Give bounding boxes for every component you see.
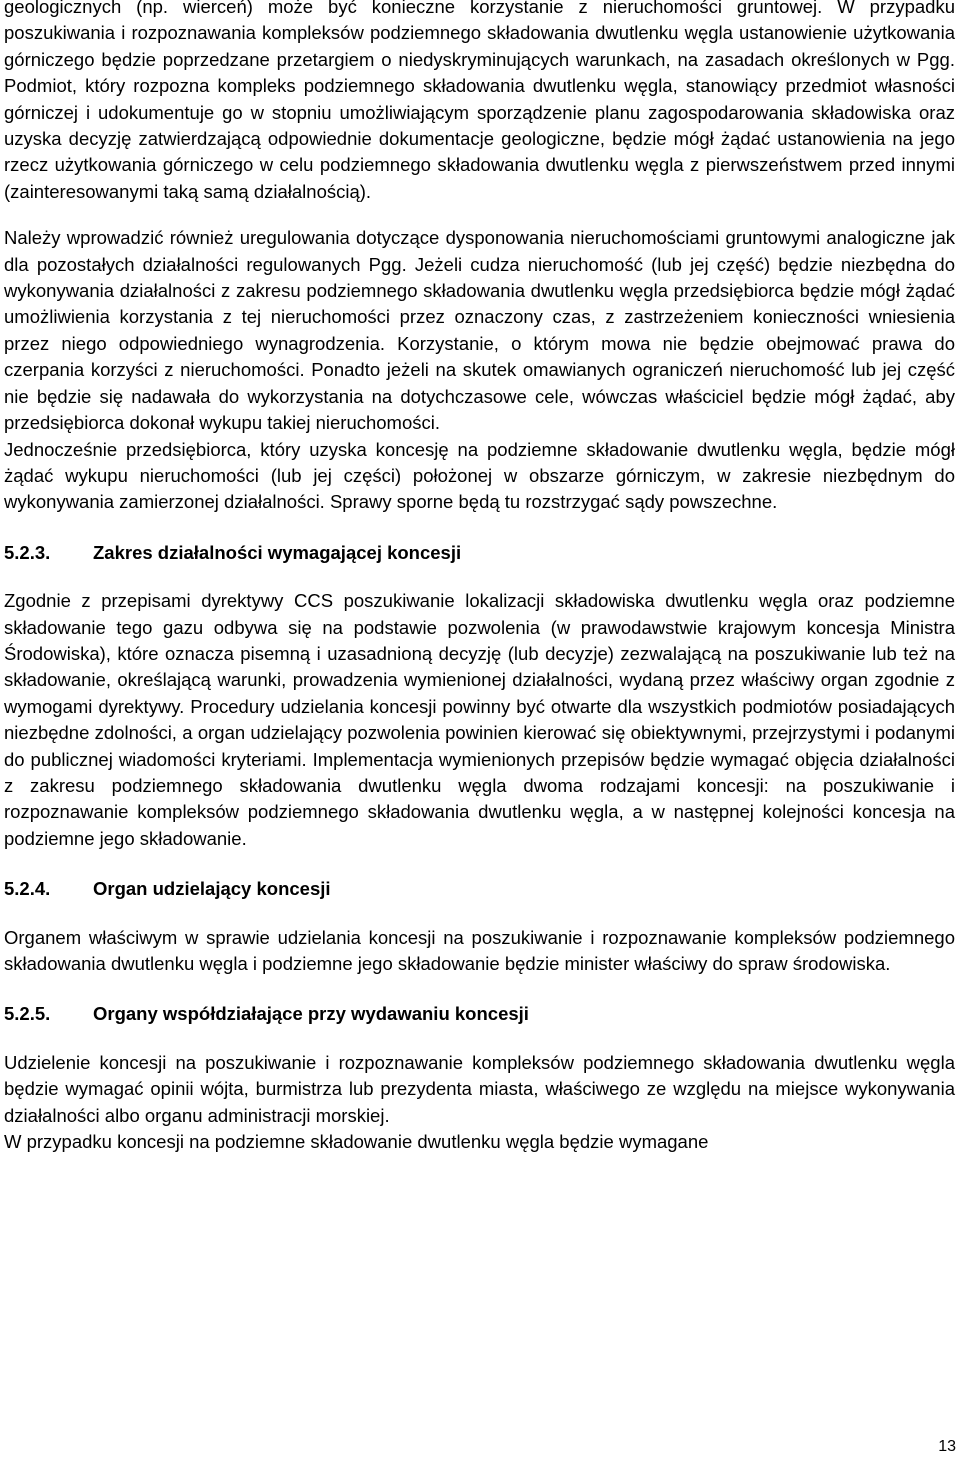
paragraph-5: Organem właściwym w sprawie udzielania koncesji na poszukiwanie i rozpoznawanie kompleksów podziemnego składowania dwutlenku węgla i podziemne jego składowanie będzie minister właściwy do spraw środowiska. [4,926,955,974]
section-title: Organ udzielający koncesji [93,878,331,900]
section-title: Organy współdziałające przy wydawaniu koncesji [93,1003,529,1025]
section-number: 5.2.5. [4,1003,51,1025]
paragraph-3: Jednocześnie przedsiębiorca, który uzyska koncesję na podziemne składowanie dwutlenku węgla, będzie mógł żądać wykupu nieruchomości (lub jej części) położonej w obszarze górniczym, w zakresie niezbędnym do wykonywania zamierzonej działalności. Sprawy sporne będą tu rozstrzygać sądy powszechne. [4,438,955,513]
paragraph-2: Należy wprowadzić również uregulowania dotyczące dysponowania nieruchomościami gruntowymi analogiczne jak dla pozostałych działalności regulowanych Pgg. Jeżeli cudza nieruchomość (lub jej część) będzie niezbędna do wykonywania działalności z zakresu podziemnego składowania dwutlenku węgla przedsiębiorca będzie mógł żądać umożliwienia korzystania z tej nieruchomości przez oznaczony czas, z zastrzeżeniem konieczności wniesienia przez niego odpowiedniego wynagrodzenia. Korzystanie, o którym mowa nie będzie obejmować prawa do czerpania korzyści z nieruchomości. Ponadto jeżeli na skutek omawianych ograniczeń nieruchomość lub jej część nie będzie się nadawała do wykorzystania na dotychczasowe cele, wówczas właściciel będzie mógł żądać, aby przedsiębiorca dokonał wykupu takiej nieruchomości. [4,227,955,434]
section-heading-5-2-3 [4,540,955,566]
section-heading-5-2-4 [4,876,955,902]
paragraph-7: W przypadku koncesji na podziemne składowanie dwutlenku węgla będzie wymagane [4,1131,709,1153]
section-number: 5.2.3. [4,541,51,563]
page-number: 13 [938,1438,956,1455]
section-heading-5-2-5 [4,1001,955,1027]
document-page [4,0,955,1155]
paragraph-6: Udzielenie koncesji na poszukiwanie i rozpoznawanie kompleksów podziemnego składowania dwutlenku węgla będzie wymagać opinii wójta, burmistrza lub prezydenta miasta, właściwego ze względu na miejsce wykonywania działalności albo organu administracji morskiej. [4,1051,955,1126]
paragraph-1: geologicznych (np. wierceń) może być konieczne korzystanie z nieruchomości gruntowej. W przypadku poszukiwania i rozpoznawania kompleksów podziemnego składowania dwutlenku węgla ustanowienie użytkowania górniczego będzie poprzedzane przetargiem o niedyskryminujących warunkach, na zasadach określonych w Pgg. Podmiot, który rozpozna kompleks podziemnego składowania dwutlenku węgla, stanowiący przedmiot własności górniczej i udokumentuje go w stopniu umożliwiającym sporządzenie planu zagospodarowania składowiska oraz uzyska decyzję zatwierdzającą odpowiednie dokumentacje geologiczne, będzie mógł żądać ustanowienia na jego rzecz użytkowania górniczego w celu podziemnego składowania dwutlenku węgla z pierwszeństwem przed innymi (zainteresowanymi taką samą działalnością). [4,0,955,202]
paragraph-4: Zgodnie z przepisami dyrektywy CCS poszukiwanie lokalizacji składowiska dwutlenku węgla oraz podziemne składowanie tego gazu odbywa się na podstawie pozwolenia (w prawodawstwie krajowym koncesja Ministra Środowiska), które oznacza pisemną i uzasadnioną decyzję (lub decyzje) zezwalającą na poszukiwanie lub też na składowanie, określającą warunki, prowadzenia wymienionej działalności, wydaną przez właściwy organ zgodnie z wymogami dyrektywy. Procedury udzielania koncesji powinny być otwarte dla wszystkich podmiotów posiadających niezbędne zdolności, a organ udzielający pozwolenia powinien kierować się obiektywnymi, przejrzystymi i podanymi do publicznej wiadomości kryteriami. Implementacja wymienionych przepisów będzie wymagać objęcia działalności z zakresu podziemnego składowania dwutlenku węgla dwoma rodzajami koncesji: na poszukiwanie i rozpoznawanie kompleksów podziemnego składowania dwutlenku węgla, a w następnej kolejności koncesja na podziemne jego składowanie. [4,590,955,849]
section-number: 5.2.4. [4,878,51,900]
section-title: Zakres działalności wymagającej koncesji [93,541,462,563]
